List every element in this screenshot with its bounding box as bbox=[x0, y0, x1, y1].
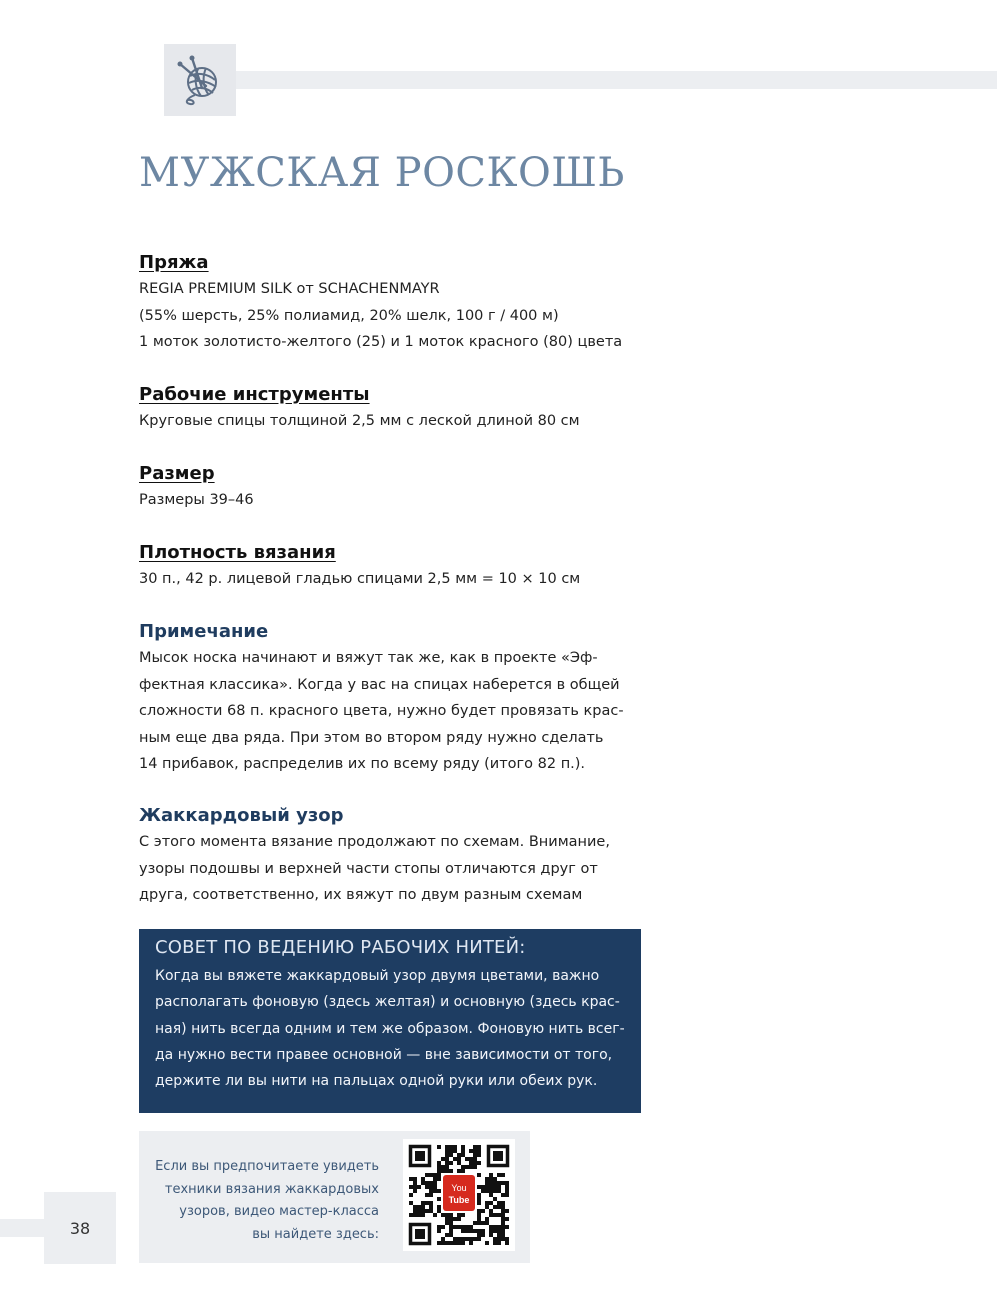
qr-module bbox=[505, 1237, 509, 1241]
qr-module bbox=[449, 1225, 453, 1229]
qr-module bbox=[413, 1213, 417, 1217]
note-line: фектная классика». Когда у вас на спицах наберется в общей bbox=[139, 676, 620, 693]
qr-module bbox=[429, 1173, 433, 1177]
qr-module bbox=[493, 1241, 497, 1245]
qr-module bbox=[473, 1153, 477, 1157]
qr-module bbox=[433, 1185, 437, 1189]
qr-module bbox=[477, 1233, 481, 1237]
qr-module bbox=[485, 1201, 489, 1205]
qr-module bbox=[489, 1177, 493, 1181]
qr-module bbox=[497, 1201, 501, 1205]
qr-module bbox=[497, 1213, 501, 1217]
qr-module bbox=[493, 1225, 497, 1229]
qr-module bbox=[437, 1209, 441, 1213]
qr-module bbox=[465, 1229, 469, 1233]
qr-module bbox=[485, 1189, 489, 1193]
qr-module bbox=[497, 1205, 501, 1209]
qr-module bbox=[445, 1165, 449, 1169]
qr-module bbox=[489, 1229, 493, 1233]
yarn-line: 1 моток золотисто-желтого (25) и 1 моток красного (80) цвета bbox=[139, 334, 623, 350]
qr-module bbox=[497, 1225, 501, 1229]
qr-module bbox=[465, 1165, 469, 1169]
jacquard-line: друга, соответственно, их вяжут по двум разным схемам bbox=[139, 887, 583, 903]
tools-line: Круговые спицы толщиной 2,5 мм с леской длиной 80 см bbox=[139, 413, 580, 429]
logo-box bbox=[164, 44, 236, 116]
qr-module bbox=[481, 1185, 485, 1189]
qr-module bbox=[477, 1229, 481, 1233]
qr-module bbox=[497, 1233, 501, 1237]
qr-module bbox=[493, 1181, 497, 1185]
qr-module bbox=[473, 1145, 477, 1149]
qr-module bbox=[469, 1157, 473, 1161]
qr-module bbox=[445, 1217, 449, 1221]
qr-module bbox=[501, 1201, 505, 1205]
qr-module bbox=[501, 1217, 505, 1221]
qr-module bbox=[473, 1165, 477, 1169]
qr-module bbox=[457, 1161, 461, 1165]
qr-module bbox=[505, 1193, 509, 1197]
qr-module bbox=[477, 1145, 481, 1149]
qr-module bbox=[497, 1237, 501, 1241]
qr-module bbox=[485, 1221, 489, 1225]
qr-module bbox=[445, 1221, 449, 1225]
qr-module bbox=[457, 1213, 461, 1217]
qr-module bbox=[441, 1237, 445, 1241]
qr-module bbox=[493, 1185, 497, 1189]
qr-module bbox=[457, 1217, 461, 1221]
qr-module bbox=[433, 1181, 437, 1185]
qr-module bbox=[421, 1177, 425, 1181]
qr-module bbox=[477, 1185, 481, 1189]
qr-module bbox=[501, 1181, 505, 1185]
qr-module bbox=[413, 1189, 417, 1193]
qr-module bbox=[501, 1209, 505, 1213]
page-number: 38 bbox=[44, 1192, 116, 1264]
qr-module bbox=[429, 1181, 433, 1185]
qr-module bbox=[453, 1157, 457, 1161]
qr-module bbox=[461, 1145, 465, 1149]
qr-module bbox=[457, 1237, 461, 1241]
qr-module bbox=[489, 1189, 493, 1193]
qr-module bbox=[473, 1157, 477, 1161]
qr-module bbox=[481, 1209, 485, 1213]
qr-module bbox=[449, 1213, 453, 1217]
qr-module bbox=[465, 1157, 469, 1161]
qr-module bbox=[493, 1229, 497, 1233]
qr-module bbox=[505, 1209, 509, 1213]
qr-module bbox=[473, 1161, 477, 1165]
qr-module bbox=[477, 1221, 481, 1225]
size-section bbox=[139, 461, 639, 514]
gauge-line: 30 п., 42 р. лицевой гладью спицами 2,5 мм = 10 × 10 см bbox=[139, 571, 581, 587]
qr-module bbox=[477, 1237, 481, 1241]
qr-module bbox=[493, 1213, 497, 1217]
qr-module bbox=[481, 1233, 485, 1237]
qr-module bbox=[445, 1213, 449, 1217]
qr-module bbox=[429, 1185, 433, 1189]
qr-module bbox=[461, 1169, 465, 1173]
qr-module bbox=[505, 1225, 509, 1229]
qr-module bbox=[505, 1185, 509, 1189]
qr-module bbox=[489, 1213, 493, 1217]
page-title: МУЖСКАЯ РОСКОШЬ bbox=[139, 150, 625, 196]
qr-module bbox=[457, 1157, 461, 1161]
qr-module bbox=[425, 1201, 429, 1205]
qr-module bbox=[461, 1149, 465, 1153]
qr-module bbox=[493, 1237, 497, 1241]
tools-section bbox=[139, 382, 639, 435]
qr-module bbox=[457, 1153, 461, 1157]
qr-module bbox=[449, 1233, 453, 1237]
qr-module bbox=[501, 1233, 505, 1237]
yarn-section bbox=[139, 250, 639, 356]
qr-module bbox=[433, 1213, 437, 1217]
qr-module bbox=[485, 1181, 489, 1185]
video-caption-line: Если вы предпочитаете увидеть bbox=[155, 1159, 379, 1174]
qr-module bbox=[501, 1193, 505, 1197]
qr-module bbox=[409, 1201, 413, 1205]
qr-module bbox=[497, 1189, 501, 1193]
qr-module bbox=[461, 1213, 465, 1217]
qr-module bbox=[469, 1225, 473, 1229]
qr-module bbox=[453, 1149, 457, 1153]
qr-module bbox=[437, 1165, 441, 1169]
qr-module bbox=[449, 1241, 453, 1245]
qr-module bbox=[421, 1213, 425, 1217]
qr-module bbox=[497, 1241, 501, 1245]
qr-module bbox=[437, 1189, 441, 1193]
qr-module bbox=[433, 1189, 437, 1193]
qr-module bbox=[413, 1185, 417, 1189]
qr-module bbox=[429, 1201, 433, 1205]
qr-module bbox=[489, 1185, 493, 1189]
video-caption bbox=[155, 1156, 379, 1246]
qr-module bbox=[449, 1217, 453, 1221]
qr-module bbox=[417, 1209, 421, 1213]
qr-module bbox=[441, 1225, 445, 1229]
qr-module bbox=[477, 1149, 481, 1153]
qr-module bbox=[473, 1229, 477, 1233]
qr-module bbox=[437, 1241, 441, 1245]
qr-module bbox=[429, 1189, 433, 1193]
qr-module bbox=[501, 1225, 505, 1229]
qr-module bbox=[437, 1205, 441, 1209]
yarn-ball-needles-icon bbox=[172, 52, 228, 108]
qr-module bbox=[437, 1225, 441, 1229]
qr-module bbox=[417, 1213, 421, 1217]
qr-module bbox=[413, 1177, 417, 1181]
qr-module bbox=[469, 1241, 473, 1245]
qr-module bbox=[461, 1237, 465, 1241]
video-caption-line: вы найдете здесь: bbox=[252, 1226, 379, 1242]
qr-module bbox=[409, 1213, 413, 1217]
qr-module bbox=[477, 1217, 481, 1221]
note-heading: Примечание bbox=[139, 621, 269, 642]
footer-strip bbox=[0, 1219, 44, 1237]
qr-module bbox=[449, 1229, 453, 1233]
youtube-badge-text-bottom: Tube bbox=[448, 1195, 470, 1205]
tip-line: ная) нить всегда одним и тем же образом. Фоновую нить всег- bbox=[155, 1020, 625, 1037]
qr-module bbox=[457, 1225, 461, 1229]
qr-module bbox=[493, 1177, 497, 1181]
qr-module bbox=[477, 1209, 481, 1213]
qr-module bbox=[497, 1173, 501, 1177]
note-line: 14 прибавок, распределив их по всему ряду (итого 82 п.). bbox=[139, 756, 586, 772]
youtube-icon bbox=[443, 1175, 475, 1211]
tip-line: Когда вы вяжете жаккардовый узор двумя цветами, важно bbox=[155, 968, 600, 984]
qr-module bbox=[469, 1161, 473, 1165]
qr-code-icon bbox=[403, 1139, 515, 1251]
qr-module bbox=[425, 1173, 429, 1177]
qr-module bbox=[413, 1181, 417, 1185]
qr-module bbox=[489, 1225, 493, 1229]
qr-module bbox=[461, 1165, 465, 1169]
qr-module bbox=[485, 1241, 489, 1245]
qr-module bbox=[489, 1233, 493, 1237]
qr-module bbox=[485, 1177, 489, 1181]
header-bar bbox=[236, 71, 997, 89]
video-caption-line: узоров, видео мастер-класса bbox=[179, 1204, 379, 1219]
qr-module bbox=[449, 1153, 453, 1157]
qr-module bbox=[441, 1241, 445, 1245]
qr-module bbox=[409, 1193, 413, 1197]
qr-module bbox=[469, 1237, 473, 1241]
yarn-heading: Пряжа bbox=[139, 252, 209, 273]
qr-module bbox=[453, 1237, 457, 1241]
qr-module bbox=[477, 1173, 481, 1177]
qr-module bbox=[457, 1241, 461, 1245]
qr-module bbox=[437, 1169, 441, 1173]
qr-module bbox=[453, 1217, 457, 1221]
qr-module bbox=[493, 1205, 497, 1209]
qr-module bbox=[481, 1189, 485, 1193]
qr-module bbox=[501, 1213, 505, 1217]
qr-module bbox=[473, 1149, 477, 1153]
qr-module bbox=[489, 1173, 493, 1177]
qr-module bbox=[449, 1145, 453, 1149]
qr-module bbox=[409, 1185, 413, 1189]
qr-module bbox=[445, 1233, 449, 1237]
note-section bbox=[139, 619, 639, 778]
qr-module bbox=[437, 1229, 441, 1233]
video-panel bbox=[139, 1131, 530, 1263]
note-line: сложности 68 п. красного цвета, нужно будет провязать крас- bbox=[139, 703, 624, 719]
size-line: Размеры 39–46 bbox=[139, 492, 254, 508]
note-line: ным еще два ряда. При этом во втором ряду нужно сделать bbox=[139, 729, 604, 746]
qr-module bbox=[445, 1149, 449, 1153]
jacquard-section bbox=[139, 803, 639, 909]
qr-module bbox=[469, 1165, 473, 1169]
qr-module bbox=[445, 1241, 449, 1245]
video-caption-line: техники вязания жаккардовых bbox=[164, 1181, 379, 1197]
tip-box bbox=[139, 929, 641, 1113]
qr-module bbox=[445, 1161, 449, 1165]
qr-module bbox=[437, 1145, 441, 1149]
size-heading: Размер bbox=[139, 463, 215, 484]
qr-module bbox=[413, 1205, 417, 1209]
qr-module bbox=[453, 1225, 457, 1229]
qr-module bbox=[449, 1161, 453, 1165]
qr-module bbox=[461, 1241, 465, 1245]
qr-module bbox=[449, 1169, 453, 1173]
qr-module bbox=[489, 1193, 493, 1197]
qr-module bbox=[501, 1205, 505, 1209]
qr-module bbox=[413, 1209, 417, 1213]
qr-module bbox=[477, 1213, 481, 1217]
qr-module bbox=[469, 1149, 473, 1153]
gauge-section bbox=[139, 540, 639, 593]
qr-module bbox=[497, 1181, 501, 1185]
qr-module bbox=[433, 1173, 437, 1177]
qr-module bbox=[421, 1201, 425, 1205]
tools-heading: Рабочие инструменты bbox=[139, 384, 370, 405]
qr-module bbox=[481, 1229, 485, 1233]
jacquard-heading: Жаккардовый узор bbox=[139, 805, 344, 826]
qr-module bbox=[505, 1181, 509, 1185]
qr-module bbox=[497, 1185, 501, 1189]
qr-module bbox=[461, 1225, 465, 1229]
qr-module bbox=[417, 1185, 421, 1189]
qr-module bbox=[421, 1205, 425, 1209]
qr-module bbox=[485, 1185, 489, 1189]
qr-module bbox=[421, 1209, 425, 1213]
qr-module bbox=[425, 1209, 429, 1213]
qr-module bbox=[437, 1173, 441, 1177]
qr-module bbox=[441, 1169, 445, 1173]
qr-module bbox=[425, 1181, 429, 1185]
qr-module bbox=[437, 1197, 441, 1201]
qr-module bbox=[489, 1201, 493, 1205]
tip-line: держите ли вы нити на пальцах одной руки или обеих рук. bbox=[155, 1073, 598, 1090]
tip-title: СОВЕТ ПО ВЕДЕНИЮ РАБОЧИХ НИТЕЙ: bbox=[155, 937, 526, 958]
qr-module bbox=[433, 1177, 437, 1181]
jacquard-line: узоры подошвы и верхней части стопы отличаются друг от bbox=[139, 860, 598, 877]
qr-module bbox=[429, 1205, 433, 1209]
qr-module bbox=[437, 1161, 441, 1165]
qr-module bbox=[489, 1209, 493, 1213]
qr-module bbox=[429, 1193, 433, 1197]
qr-module bbox=[445, 1153, 449, 1157]
qr-module bbox=[485, 1217, 489, 1221]
qr-module bbox=[489, 1181, 493, 1185]
qr-module bbox=[501, 1173, 505, 1177]
qr-module bbox=[453, 1145, 457, 1149]
qr-module bbox=[493, 1189, 497, 1193]
qr-module bbox=[445, 1169, 449, 1173]
tip-line: располагать фоновую (здесь желтая) и основную (здесь крас- bbox=[155, 994, 620, 1011]
qr-module bbox=[477, 1153, 481, 1157]
qr-module bbox=[501, 1229, 505, 1233]
qr-module bbox=[417, 1205, 421, 1209]
qr-module bbox=[465, 1225, 469, 1229]
qr-module bbox=[441, 1165, 445, 1169]
qr-module bbox=[481, 1221, 485, 1225]
qr-module bbox=[505, 1241, 509, 1245]
tip-line: да нужно вести правее основной — вне зависимости от того, bbox=[155, 1046, 613, 1063]
yarn-line: REGIA PREMIUM SILK от SCHACHENMAYR bbox=[139, 281, 440, 297]
qr-module bbox=[465, 1237, 469, 1241]
qr-module bbox=[445, 1157, 449, 1161]
qr-module bbox=[501, 1221, 505, 1225]
qr-module bbox=[441, 1213, 445, 1217]
jacquard-line: С этого момента вязание продолжают по схемам. Внимание, bbox=[139, 834, 610, 850]
yarn-line: (55% шерсть, 25% полиамид, 20% шелк, 100 г / 400 м) bbox=[139, 307, 559, 324]
qr-module bbox=[473, 1221, 477, 1225]
qr-module bbox=[441, 1157, 445, 1161]
qr-module bbox=[445, 1145, 449, 1149]
qr-module bbox=[437, 1177, 441, 1181]
qr-module bbox=[469, 1229, 473, 1233]
qr-module bbox=[477, 1197, 481, 1201]
qr-module bbox=[505, 1217, 509, 1221]
qr-module bbox=[461, 1153, 465, 1157]
qr-module bbox=[457, 1169, 461, 1173]
note-line: Мысок носка начинают и вяжут так же, как в проекте «Эф- bbox=[139, 650, 598, 666]
qr-module bbox=[477, 1161, 481, 1165]
qr-module bbox=[421, 1181, 425, 1185]
qr-module bbox=[429, 1209, 433, 1213]
qr-module bbox=[505, 1189, 509, 1193]
qr-module bbox=[473, 1237, 477, 1241]
youtube-badge-text-top: You bbox=[451, 1183, 467, 1193]
qr-module bbox=[425, 1193, 429, 1197]
qr-module bbox=[453, 1241, 457, 1245]
qr-module bbox=[477, 1193, 481, 1197]
qr-module bbox=[461, 1229, 465, 1233]
qr-module bbox=[425, 1185, 429, 1189]
qr-code[interactable] bbox=[403, 1139, 515, 1251]
qr-module bbox=[449, 1149, 453, 1153]
qr-module bbox=[485, 1205, 489, 1209]
qr-module bbox=[497, 1229, 501, 1233]
qr-module bbox=[449, 1221, 453, 1225]
qr-module bbox=[493, 1197, 497, 1201]
gauge-heading: Плотность вязания bbox=[139, 542, 336, 563]
qr-module bbox=[477, 1201, 481, 1205]
qr-module bbox=[409, 1177, 413, 1181]
qr-module bbox=[501, 1237, 505, 1241]
